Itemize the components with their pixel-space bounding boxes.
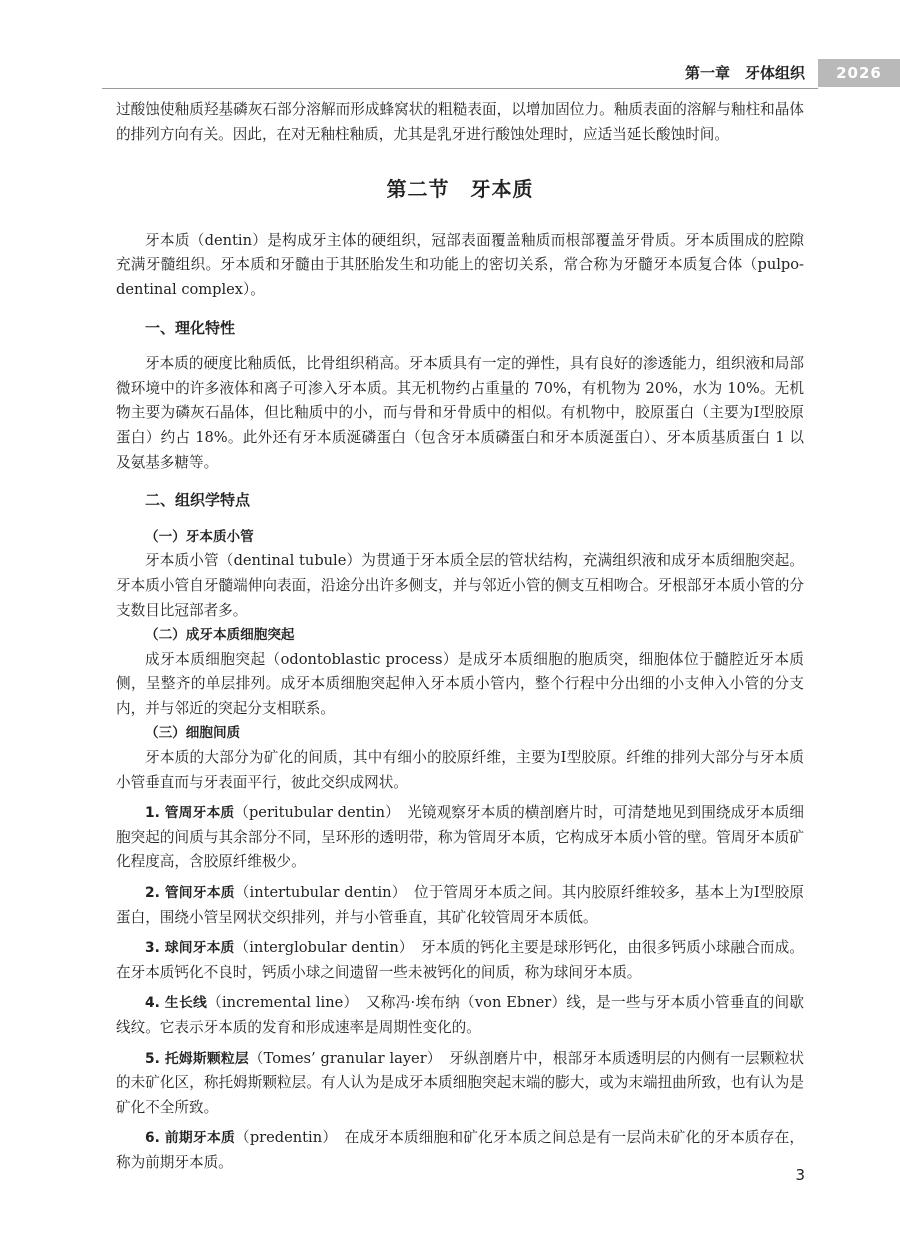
intercellular-matrix-paragraph: 牙本质的大部分为矿化的间质，其中有细小的胶原纤维，主要为Ⅰ型胶原。纤维的排列大部分与牙本质小管垂直而与牙表面平行，彼此交织成网状。 [116,749,804,791]
heading-odontoblastic-process: （二）成牙本质细胞突起 [145,627,295,644]
intro-paragraph: 过酸蚀使釉质羟基磷灰石部分溶解而形成蜂窝状的粗糙表面，以增加固位力。釉质表面的溶解与釉柱和晶体的排列方向有关。因此，在对无釉柱釉质，尤其是乳牙进行酸蚀处理时，应适当延长酸蚀时间。 [116,101,804,143]
list-item [116,881,804,930]
heading-histology: 二、组织学特点 [145,491,251,510]
item-text: （incremental line） 又称冯·埃布纳（von Ebner）线，是一些与牙本质小管垂直的间歇线纹。它表示牙本质的发育和形成速率是周期性变化的。 [116,994,804,1036]
item-label: 1. 管周牙本质 [145,805,235,822]
item-text: （predentin） 在成牙本质细胞和矿化牙本质之间总是有一层尚未矿化的牙本质存在，称为前期牙本质。 [116,1129,804,1171]
list-item [116,1126,804,1175]
page-number: 3 [795,1166,805,1184]
item-label: 2. 管间牙本质 [145,885,235,902]
running-header [0,59,900,89]
item-label: 6. 前期牙本质 [145,1130,236,1147]
heading-intercellular-matrix: （三）细胞间质 [145,725,241,742]
item-label: 3. 球间牙本质 [145,940,235,957]
item-text: （interglobular dentin） 牙本质的钙化主要是球形钙化，由很多钙质小球融合而成。在牙本质钙化不良时，钙质小球之间遗留一些未被钙化的间质，称为球间牙本质。 [116,939,804,981]
list-item [116,936,804,985]
item-text: （peritubular dentin） 光镜观察牙本质的横剖磨片时，可清楚地见到围绕成牙本质细胞突起的间质与其余部分不同，呈环形的透明带，称为管周牙本质，它构成牙本质小管的壁。管周牙本质矿化程度高，含胶原纤维极少。 [116,804,804,871]
heading-physicochemical: 一、理化特性 [145,318,236,337]
chapter-title: 第一章 牙体组织 [684,64,805,82]
section-title: 第二节 牙本质 [386,177,534,202]
heading-dentinal-tubule: （一）牙本质小管 [145,528,254,545]
list-item [116,1047,804,1121]
physicochemical-paragraph: 牙本质的硬度比釉质低，比骨组织稍高。牙本质具有一定的弹性，具有良好的渗透能力，组织液和局部微环境中的许多液体和离子可渗入牙本质。其无机物约占重量的 70%，有机物为 20%，水为 10%。无机物主要为磷灰石晶体，但比釉质中的小，而与骨和牙骨质中的相似。有机物中，胶原蛋白（主要为Ⅰ型胶原蛋白）约占 18%。此外还有牙本质涎磷蛋白（包含牙本质磷蛋白和牙本质涎蛋白）、牙本质基质蛋白 1 以及氨基多糖等。 [116,355,804,471]
odontoblastic-process-paragraph: 成牙本质细胞突起（odontoblastic process）是成牙本质细胞的胞质突，细胞体位于髓腔近牙本质侧，呈整齐的单层排列。成牙本质细胞突起伸入牙本质小管内，整个行程中分出细的小支伸入小管的分支内，并与邻近的突起分支相联系。 [116,650,804,717]
list-item [116,991,804,1040]
item-text: （Tomes’ granular layer） 牙纵剖磨片中，根部牙本质透明层的内侧有一层颗粒状的未矿化区，称托姆斯颗粒层。有人认为是成牙本质细胞突起末端的膨大，或为末端扭曲所致，也有认为是矿化不全所致。 [116,1049,804,1116]
item-label: 5. 托姆斯颗粒层 [145,1050,249,1067]
item-label: 4. 生长线 [145,995,208,1012]
item-text: （intertubular dentin） 位于管周牙本质之间。其内胶原纤维较多，基本上为Ⅰ型胶原蛋白，围绕小管呈网状交织排列，并与小管垂直，其矿化较管周牙本质低。 [116,884,804,926]
header-divider [102,88,818,89]
dentinal-tubule-paragraph: 牙本质小管（dentinal tubule）为贯通于牙本质全层的管状结构，充满组织液和成牙本质细胞突起。牙本质小管自牙髓端伸向表面，沿途分出许多侧支，并与邻近小管的侧支互相吻合。牙根部牙本质小管的分支数目比冠部者多。 [116,552,804,619]
page-body [116,98,804,1176]
list-item [116,801,804,875]
section-intro-paragraph: 牙本质（dentin）是构成牙主体的硬组织，冠部表面覆盖釉质而根部覆盖牙骨质。牙本质围成的腔隙充满牙髓组织。牙本质和牙髓由于其胚胎发生和功能上的密切关系，常合称为牙髓牙本质复合体（pulpo-dentinal complex）。 [116,231,804,298]
year-badge: 2026 [818,59,900,87]
